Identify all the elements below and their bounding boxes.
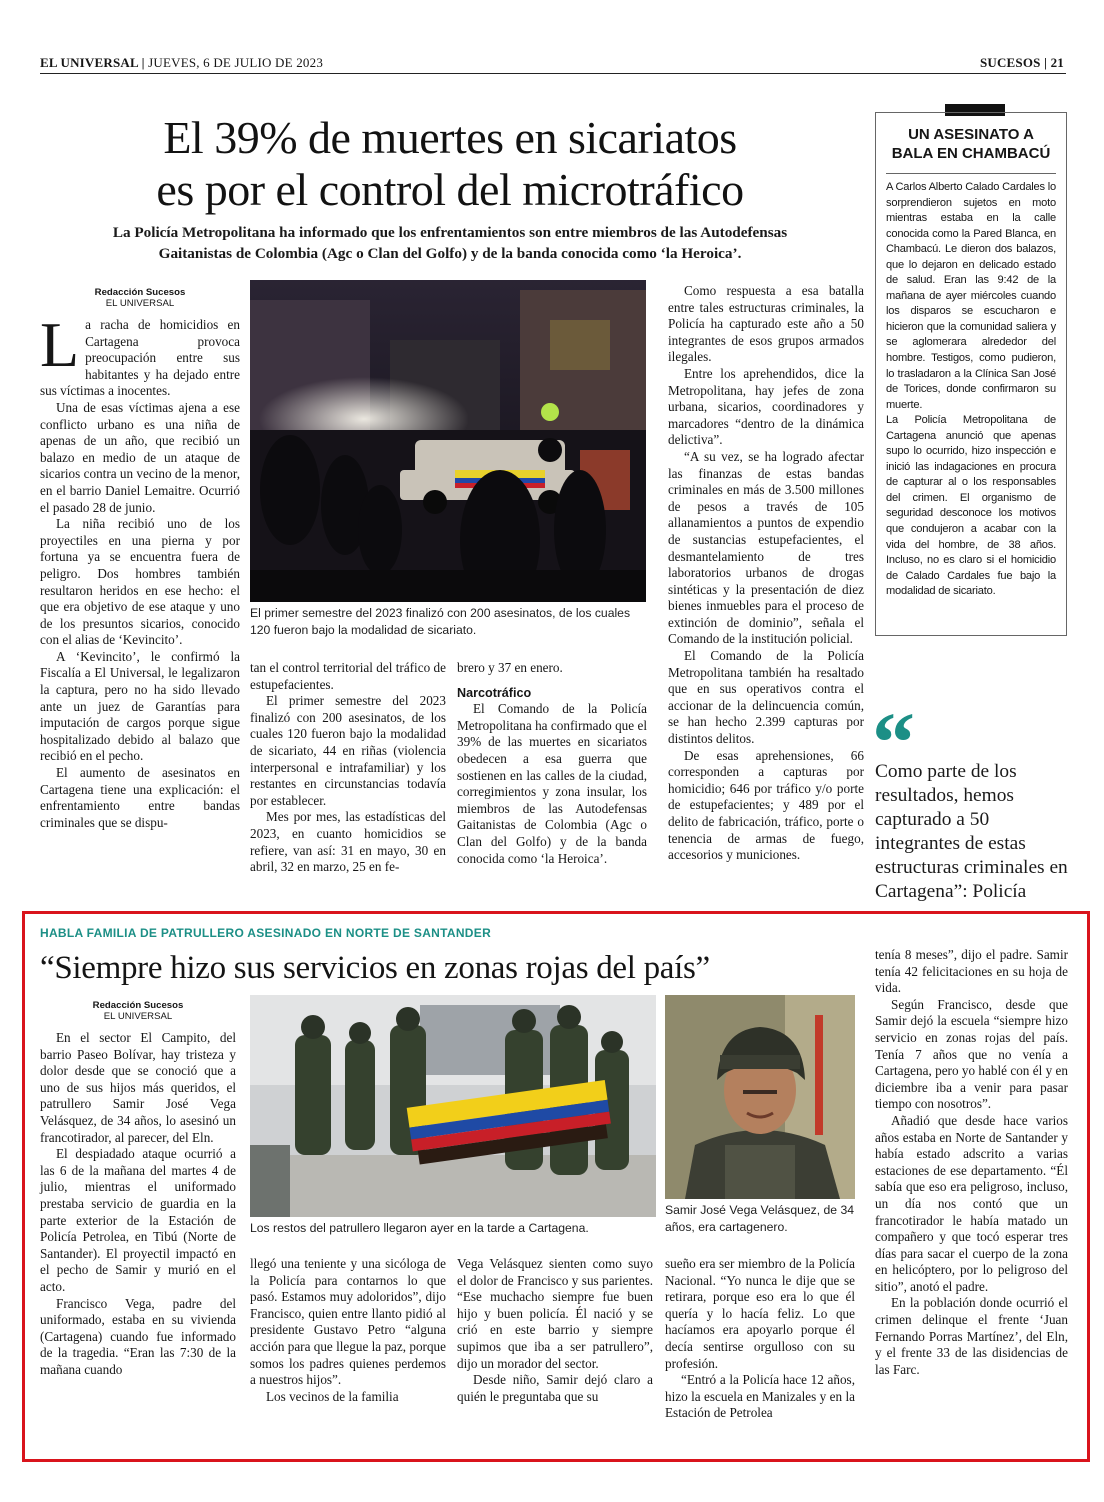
second-column-2 <box>250 1256 446 1405</box>
paragraph: “A su vez, se ha logrado afectar las finanzas de estas bandas criminales en más de 3.500 millones de pesos a través de 105 allanamientos a puntos de expendio de sustancias estupefacientes, el desmantelamiento de tres laboratorios urbanos de drogas sintéticas y la presentación de diez bienes inmuebles para el proceso de extinción de dominio”, señala el Comando de la institución policial. <box>668 448 864 647</box>
subhead: Narcotráfico <box>457 685 532 700</box>
issue-date: JUEVES, 6 DE JULIO DE 2023 <box>148 55 324 70</box>
paragraph: Los vecinos de la familia <box>266 1388 399 1404</box>
second-column-3 <box>457 1256 653 1405</box>
paragraph: llegó una teniente y una sicóloga de la Policía para contarnos lo que pasó. Estamos muy adoloridos”, dijo Francisco, quien entre llanto pidió al presidente Gustavo Petro “alguna acción para que llegue la paz, porque somos los padres quienes perdemos a nuestros hijos”. <box>250 1256 446 1388</box>
paragraph: De esas aprehensiones, 66 corresponden a capturas por homicidio; 646 por tráfico y/o porte de estupefacientes; y 489 por el delito de fabricación, tráfico, porte o tenencia de armas de fuego, accesorios y municiones. <box>668 747 864 863</box>
deck-line-2: Gaitanistas de Colombia (Agc o Clan del Golfo) y de la banda conocida como ‘la Heroica’. <box>158 245 742 262</box>
portrait-photo-caption: Samir José Vega Velásquez, de 34 años, era cartagenero. <box>665 1203 855 1234</box>
funeral-photo-caption: Los restos del patrullero llegaron ayer en la tarde a Cartagena. <box>250 1221 589 1235</box>
headline-line-1: El 39% de muertes en sicariatos <box>163 112 737 163</box>
paragraph: El despiadado ataque ocurrió a las 6 de la mañana del martes 4 de julio, mientras el uniformado prestaba servicio de guardia en la parte exterior de la Estación de Policía Petrolea, en Tibú (Norte de Santander). El proyectil impactó en el pecho de Samir y murió en el acto. <box>40 1146 236 1294</box>
byline-name: Redacción Sucesos <box>92 1000 184 1011</box>
page-number: 21 <box>1050 55 1064 70</box>
paragraph: El Comando de la Policía Metropolitana ha confirmado que el 39% de las muertes en sicariatos obedecen a esa guerra que sostienen en las calles de la ciudad, corregimientos y zona insular, los miembros de las Autodefensas Gaitanistas de Colombia (Agc o Clan del Golfo) y de la banda conocida como ‘la Heroica’. <box>457 701 647 866</box>
section-label <box>980 55 1064 71</box>
paragraph: Añadió que desde hace varios años estaba en Norte de Santander y había estado adscrito a varias estaciones de ese departamento. “Él sabía que eso era peligroso, incluso, un día nos contó que un francotirador le había matado un compañero y que tocó esperar tres días para sacar el cuerpo de la zona en helicóptero, por lo peligroso del sitio”, anotó el padre. <box>875 1112 1068 1294</box>
main-byline <box>40 287 240 309</box>
second-column-4 <box>665 1256 855 1422</box>
main-photo <box>250 280 646 602</box>
header-separator-right: | <box>1044 55 1048 70</box>
main-column-2 <box>250 660 446 876</box>
portrait-photo <box>665 995 855 1199</box>
main-deck <box>40 222 860 264</box>
masthead <box>40 55 323 71</box>
header-rule <box>40 73 1066 74</box>
paragraph: La niña recibió uno de los proyectiles en una pierna y por fortuna ya se encuentra fuera de peligro. Dos hombres también resultaron heridos en ese hecho: el que era objetivo de ese ataque y uno de los presuntos sicarios, conocido con el alias de ‘Kevincito’. <box>40 516 240 648</box>
paragraph: Mes por mes, las estadísticas del 2023, en cuanto homicidios se refiere, van así: 31 en mayo, 30 en abril, 32 en marzo, 25 en fe- <box>250 809 446 875</box>
byline-name: Redacción Sucesos <box>94 287 186 298</box>
pull-quote: Como parte de los resultados, hemos capturado a 50 integrantes de estas estructuras criminales en Cartagena”: Policía <box>875 761 1068 902</box>
paragraph: Francisco Vega, padre del uniformado, estaba en su vivienda (Cartagena) cuando fue informado de la tragedia. “Eran las 7:30 de la mañana cuando <box>40 1295 236 1377</box>
second-column-1 <box>40 1030 236 1378</box>
drop-cap: L <box>40 309 80 380</box>
paragraph: El aumento de asesinatos en Cartagena tiene una explicación: el enfrentamiento entre bandas criminales que se dispu- <box>40 765 240 830</box>
paragraph: Vega Velásquez sienten como suyo el dolor de Francisco y sus parientes. “Ese muchacho siempre fue buen hijo y buen policía. Él nació y se crió en este barrio y siempre supimos que iba a ser patrullero”, dijo un morador del sector. <box>457 1256 653 1371</box>
funeral-photo <box>250 995 656 1217</box>
main-column-3 <box>457 660 647 867</box>
brand-name: EL UNIVERSAL <box>40 55 139 70</box>
second-headline: “Siempre hizo sus servicios en zonas rojas del país” <box>40 950 710 986</box>
main-photo-caption: El primer semestre del 2023 finalizó con 200 asesinatos, de los cuales 120 fueron bajo la modalidad de sicariato. <box>250 606 631 637</box>
sidebar-text <box>876 174 1066 600</box>
paragraph: En la población donde ocurrió el crimen delinque el frente ‘Juan Fernando Porras Martínez’, del Eln, y el frente 33 de las disidencias de las Farc. <box>875 1295 1068 1377</box>
paragraph: tan el control territorial del tráfico de estupefacientes. <box>250 660 446 692</box>
section-name: SUCESOS <box>979 55 1041 70</box>
second-byline <box>40 1000 236 1022</box>
paragraph: El primer semestre del 2023 finalizó con 200 asesinatos, de los cuales 120 fueron bajo la modalidad de sicariato, 44 en riñas (violencia interpersonal e intrafamiliar) y los restantes en circunstancias todavía por establecer. <box>250 693 446 808</box>
coffin-procession-image <box>250 995 656 1217</box>
patrolman-portrait-image <box>665 995 855 1199</box>
main-column-1 <box>40 309 240 831</box>
paragraph: El Comando de la Policía Metropolitana también ha resaltado que en sus operativos contra el accionar de la delincuencia común, se han hecho 2.399 capturas por distintos delitos. <box>668 648 864 747</box>
paragraph: La Policía Metropolitana de Cartagena anunció que apenas supo lo ocurrido, hizo inspección e inició las indagaciones en procura de capturar al o los responsables del crimen. El organismo de seguridad desconoce los motivos que condujeron a acabar con la vida del hombre, de 38 años. Incluso, no es claro si el homicidio de Calado Cardales fue bajo la modalidad de sicariato. <box>886 414 1056 598</box>
deck-line-1: La Policía Metropolitana ha informado que los enfrentamientos son entre miembros de las Autodefensas <box>112 224 788 241</box>
byline-org: EL UNIVERSAL <box>103 1011 173 1022</box>
lead-paragraph: La racha de homicidios en Cartagena provoca preocupación entre sus habitantes y ha dejado entre sus víctimas a inocentes. <box>40 309 240 399</box>
main-column-4 <box>668 283 864 864</box>
paragraph: Según Francisco, desde que Samir dejó la escuela “siempre hizo servicio en zonas rojas del país. Tenía 7 años que no venía a Cartagena, pero yo hablé con él y en diciembre iba a venir para pasar tiempo con nosotros”. <box>875 996 1068 1112</box>
paragraph: brero y 37 en enero. <box>457 660 563 675</box>
paragraph: tenía 8 meses”, dijo el padre. Samir tenía 42 felicitaciones en su hoja de vida. <box>875 947 1068 996</box>
second-column-5 <box>875 947 1068 1378</box>
sidebar-box <box>875 112 1067 636</box>
header-separator: | <box>141 55 145 70</box>
paragraph: En el sector El Campito, del barrio Paseo Bolívar, hay tristeza y dolor desde que se conoció que a uno de sus hijos más queridos, el patrullero Samir José Vega Velásquez, de 34 años, lo asesinó un francotirador, al parecer, del Eln. <box>40 1030 236 1145</box>
paragraph: A ‘Kevincito’, le confirmó la Fiscalía a El Universal, le legalizaron la captura, pero no ha sido llevado ante un juez de Garantías para imputación de cargos porque sigue hospitalizado debido al balazo que recibió en el pecho. <box>40 648 240 764</box>
paragraph: Como respuesta a esa batalla entre tales estructuras criminales, la Policía ha capturado este año a 50 integrantes de esos grupos armados ilegales. <box>668 283 864 365</box>
paragraph: Entre los aprehendidos, dice la Metropolitana, hay jefes de zona urbana, sicarios, coordinadores y marcadores “dentro de la dinámica delictiva”. <box>668 365 864 448</box>
paragraph: “Entró a la Policía hace 12 años, hizo la escuela en Manizales y en la Estación de Petrolea <box>665 1372 855 1421</box>
sidebar-title: UN ASESINATO A BALA EN CHAMBACÚ <box>891 126 1051 162</box>
paragraph: A Carlos Alberto Calado Cardales lo sorprendieron sujetos en moto mientras estaba en la calle conocida como la Pared Blanca, en Chambacú. Le dieron dos balazos, que lo dejaron en delicado estado de salud. Eran las 9:42 de la mañana de ayer miércoles cuando los disparos se escucharon e hicieron que la comunidad saliera y se aglomerara alrededor del hombre. Testigos, como pudieron, lo trasladaron a la Clínica San José de Torices, donde confirmaron su muerte. <box>886 181 1056 411</box>
headline-line-2: es por el control del microtráfico <box>156 164 744 215</box>
byline-org: EL UNIVERSAL <box>105 298 175 309</box>
paragraph: Una de esas víctimas ajena a ese conflicto urbano es una niña de apenas de un año, que recibió un balazo en medio de un ataque de sicarios contra un vecino de la menor, en el barrio Daniel Lemaitre. Ocurrió el pasado 28 de junio. <box>40 399 240 515</box>
paragraph: sueño era ser miembro de la Policía Nacional. “Yo nunca le dije que se retirara, porque eso era lo que él quería y lo hacía feliz. Lo que hacíamos era apoyarlo porque él decía sentirse orgulloso con su profesión. <box>665 1256 855 1371</box>
second-kicker: HABLA FAMILIA DE PATRULLERO ASESINADO EN NORTE DE SANTANDER <box>40 926 492 940</box>
paragraph: Desde niño, Samir dejó claro a quién le preguntaba que su <box>457 1372 653 1404</box>
main-headline <box>40 112 860 216</box>
quote-mark-icon: “ <box>872 694 915 790</box>
police-scene-image <box>250 280 646 602</box>
